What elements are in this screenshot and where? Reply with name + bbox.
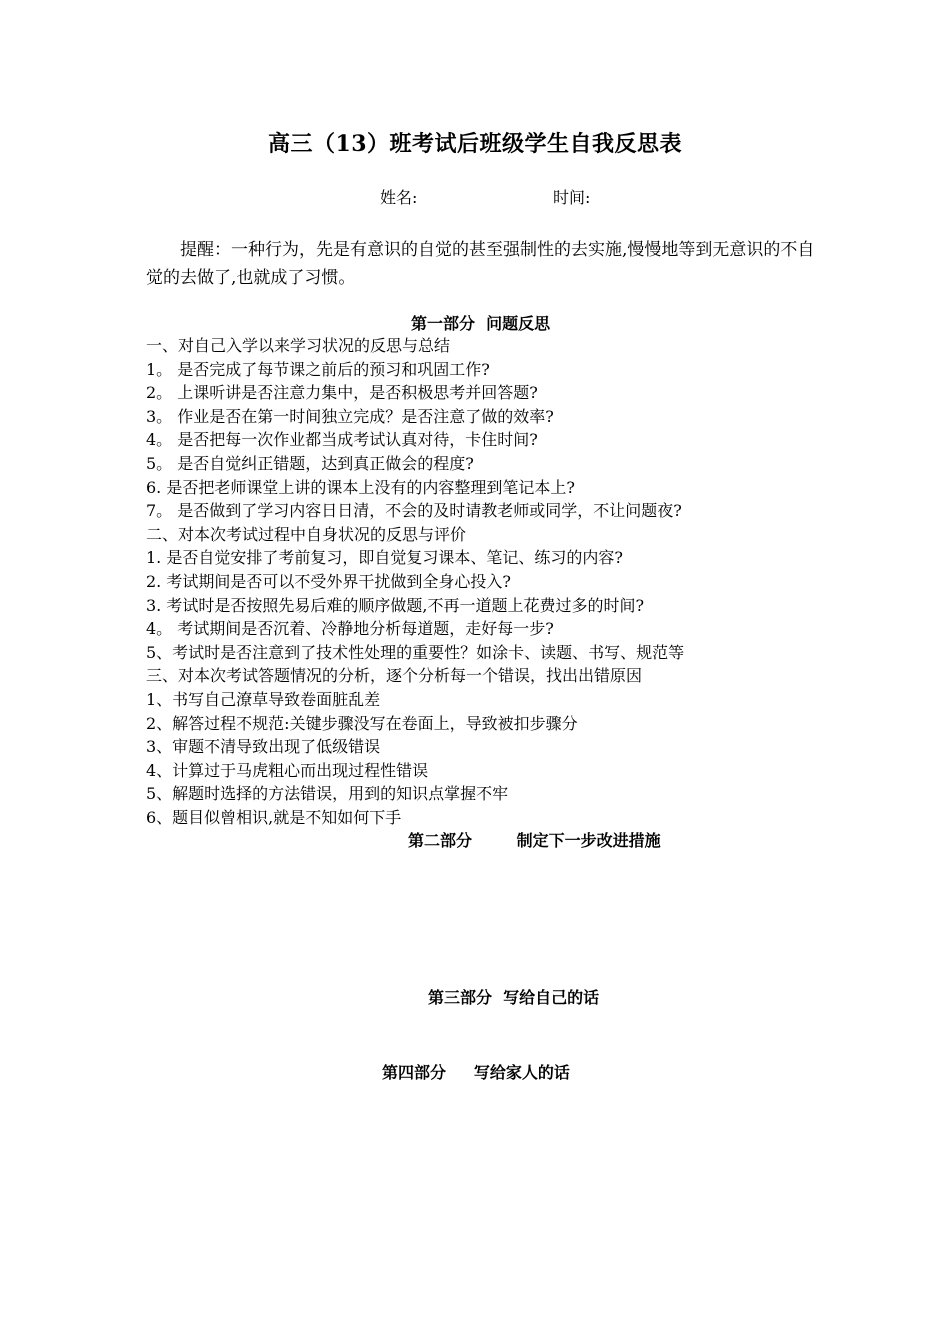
list-item: 2. 考试期间是否可以不受外界干扰做到全身心投入? xyxy=(146,571,511,591)
document-title: 高三（13）班考试后班级学生自我反思表 xyxy=(267,131,683,157)
part1-heading: 第一部分 问题反思 xyxy=(411,314,551,333)
part2-heading: 第二部分 制定下一步改进措施 xyxy=(408,831,661,850)
list-item: 5。 是否自觉纠正错题，达到真正做会的程度? xyxy=(146,453,474,473)
reminder-paragraph: 提醒：一种行为，先是有意识的自觉的甚至强制性的去实施,慢慢地等到无意识的不自觉的去做了,也就成了习惯。 xyxy=(146,240,815,288)
list-item: 1. 是否自觉安排了考前复习，即自觉复习课本、笔记、练习的内容? xyxy=(146,548,623,568)
list-item: 6、题目似曾相识,就是不知如何下手 xyxy=(146,807,402,827)
list-item: 4。 考试期间是否沉着、冷静地分析每道题，走好每一步? xyxy=(146,619,554,639)
list-item: 2、解答过程不规范:关键步骤没写在卷面上，导致被扣步骤分 xyxy=(146,713,578,733)
list-item: 3。 作业是否在第一时间独立完成？是否注意了做的效率? xyxy=(146,406,554,426)
name-label: 姓名: xyxy=(380,188,418,207)
list-item: 4。 是否把每一次作业都当成考试认真对待，卡住时间? xyxy=(146,430,538,450)
list-item: 3. 考试时是否按照先易后难的顺序做题,不再一道题上花费过多的时间? xyxy=(146,595,645,615)
list-item: 3、审题不清导致出现了低级错误 xyxy=(146,737,381,757)
list-item: 二、对本次考试过程中自身状况的反思与评价 xyxy=(146,524,467,544)
list-item: 4、计算过于马虎粗心而出现过程性错误 xyxy=(146,760,429,780)
list-item: 7。 是否做到了学习内容日日清，不会的及时请教老师或同学，不让问题夜? xyxy=(146,501,682,521)
list-item: 1。 是否完成了每节课之前后的预习和巩固工作? xyxy=(146,359,490,379)
list-item: 6. 是否把老师课堂上讲的课本上没有的内容整理到笔记本上? xyxy=(146,477,575,497)
part1-list xyxy=(146,334,846,829)
part3-heading: 第三部分 写给自己的话 xyxy=(428,988,600,1007)
list-item: 一、对自己入学以来学习状况的反思与总结 xyxy=(146,336,451,355)
list-item: 5、考试时是否注意到了技术性处理的重要性？如涂卡、读题、书写、规范等 xyxy=(146,642,685,662)
list-item: 2。 上课听讲是否注意力集中，是否积极思考并回答题? xyxy=(146,383,538,403)
part4-heading: 第四部分 写给家人的话 xyxy=(382,1063,570,1082)
list-item: 5、解题时选择的方法错误，用到的知识点掌握不牢 xyxy=(146,784,509,804)
list-item: 1、书写自己潦草导致卷面脏乱差 xyxy=(146,689,381,709)
list-item: 三、对本次考试答题情况的分析，逐个分析每一个错误，找出出错原因 xyxy=(146,666,643,686)
time-label: 时间: xyxy=(553,188,591,207)
